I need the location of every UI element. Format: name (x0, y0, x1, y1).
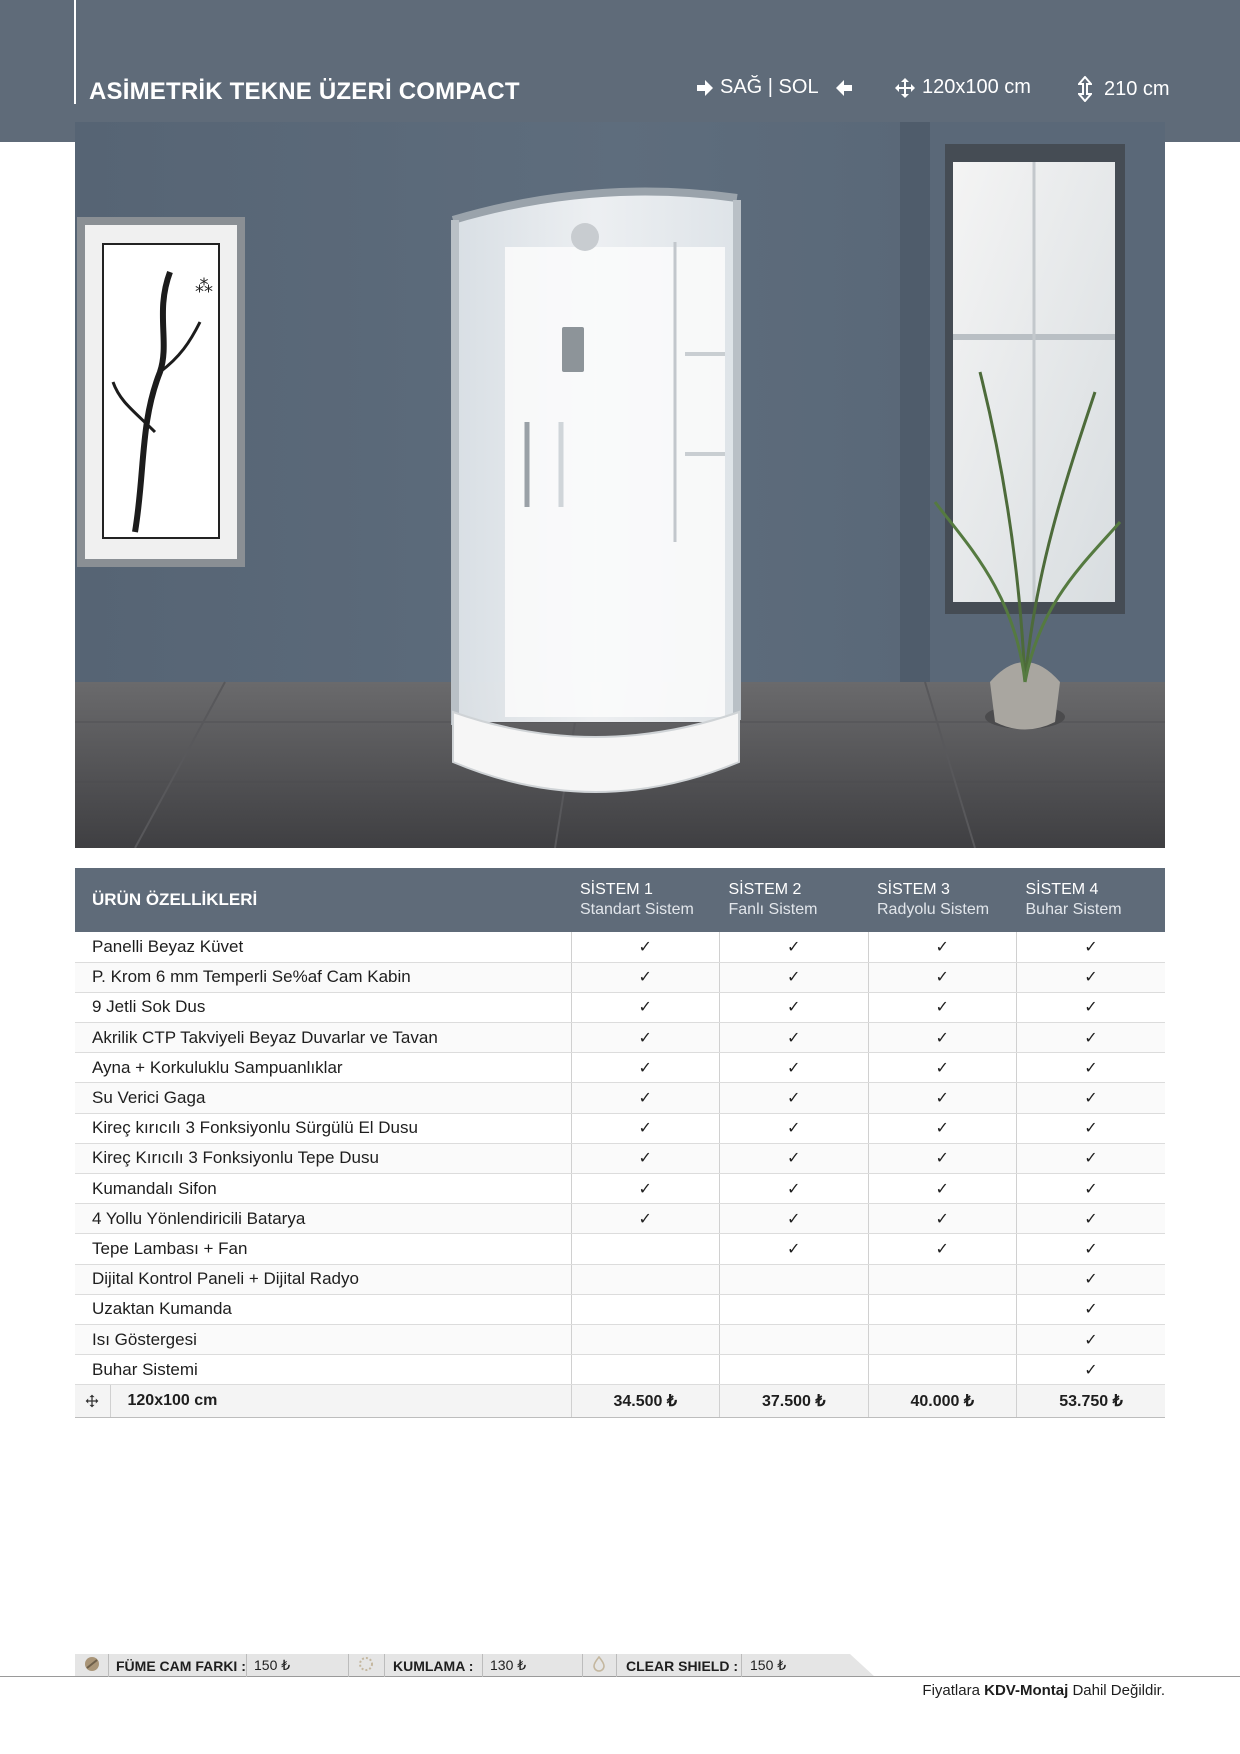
empty-cell (720, 1264, 869, 1294)
empty-cell (868, 1264, 1017, 1294)
check-mark-icon: ✓ (868, 1053, 1017, 1083)
check-mark-icon: ✓ (868, 1083, 1017, 1113)
feature-name: 4 Yollu Yönlendiricili Batarya (75, 1204, 571, 1234)
feature-column-header: ÜRÜN ÖZELLİKLERİ (75, 868, 571, 932)
check-mark-icon: ✓ (868, 1174, 1017, 1204)
empty-cell (571, 1264, 720, 1294)
price-cell: 34.500 ₺ (571, 1385, 720, 1418)
option-divider (616, 1654, 617, 1677)
fume-glass-price: 150 ₺ (254, 1657, 291, 1673)
price-row (75, 1385, 1165, 1418)
table-row (75, 1053, 1165, 1083)
feature-name: Tepe Lambası + Fan (75, 1234, 571, 1264)
feature-name: Kireç kırıcılı 3 Fonksiyonlu Sürgülü El Dusu (75, 1113, 571, 1143)
option-divider (582, 1654, 583, 1677)
check-mark-icon: ✓ (1017, 1083, 1166, 1113)
option-divider (384, 1654, 385, 1677)
check-mark-icon: ✓ (868, 1113, 1017, 1143)
size-label: 120x100 cm (922, 76, 1031, 98)
table-row (75, 1083, 1165, 1113)
check-mark-icon: ✓ (571, 1113, 720, 1143)
move-arrows-icon (894, 77, 916, 99)
clear-shield-price: 150 ₺ (750, 1657, 787, 1673)
water-drop-icon (592, 1656, 606, 1675)
check-mark-icon: ✓ (1017, 1023, 1166, 1053)
check-mark-icon: ✓ (1017, 1355, 1166, 1385)
arrow-left-icon (835, 79, 853, 97)
table-row (75, 962, 1165, 992)
check-mark-icon: ✓ (571, 1174, 720, 1204)
fume-glass-label: FÜME CAM FARKI : (116, 1657, 246, 1674)
fume-glass-icon (84, 1656, 100, 1675)
check-mark-icon: ✓ (571, 1023, 720, 1053)
check-mark-icon: ✓ (720, 1083, 869, 1113)
table-row (75, 992, 1165, 1022)
footer-note (922, 1682, 1165, 1699)
check-mark-icon: ✓ (1017, 992, 1166, 1022)
check-mark-icon: ✓ (868, 1143, 1017, 1173)
table-row (75, 1264, 1165, 1294)
system-header: SİSTEM 1 Standart Sistem (571, 868, 720, 932)
clear-shield-label: CLEAR SHIELD : (626, 1657, 738, 1674)
check-mark-icon: ✓ (1017, 1053, 1166, 1083)
footer-suffix: Dahil Değildir. (1068, 1682, 1165, 1699)
feature-name: P. Krom 6 mm Temperli Se%af Cam Kabin (75, 962, 571, 992)
feature-name: Uzaktan Kumanda (75, 1294, 571, 1324)
feature-name: Isı Göstergesi (75, 1324, 571, 1354)
arrow-right-icon (696, 79, 714, 97)
check-mark-icon: ✓ (1017, 962, 1166, 992)
check-mark-icon: ✓ (1017, 1294, 1166, 1324)
check-mark-icon: ✓ (720, 1204, 869, 1234)
check-mark-icon: ✓ (868, 932, 1017, 962)
footer-prefix: Fiyatlara (922, 1682, 985, 1699)
height-label: 210 cm (1104, 77, 1170, 100)
option-divider (108, 1654, 109, 1677)
system-header: SİSTEM 2 Fanlı Sistem (720, 868, 869, 932)
empty-cell (720, 1355, 869, 1385)
feature-name: Kumandalı Sifon (75, 1174, 571, 1204)
check-mark-icon: ✓ (720, 992, 869, 1022)
product-title: ASİMETRİK TEKNE ÜZERİ COMPACT (89, 78, 520, 105)
feature-name: Buhar Sistemi (75, 1355, 571, 1385)
orientation-label: SAĞ | SOL (720, 76, 819, 98)
check-mark-icon: ✓ (720, 1143, 869, 1173)
check-mark-icon: ✓ (868, 962, 1017, 992)
table-row (75, 1113, 1165, 1143)
table-row (75, 1143, 1165, 1173)
height-spec (1078, 76, 1170, 102)
clear-shield-option (592, 1654, 606, 1677)
product-photo (75, 122, 1165, 848)
header-divider (74, 0, 76, 104)
table-row (75, 1174, 1165, 1204)
empty-cell (571, 1294, 720, 1324)
feature-name: Dijital Kontrol Paneli + Dijital Radyo (75, 1264, 571, 1294)
check-mark-icon: ✓ (571, 1143, 720, 1173)
orientation-spec (696, 76, 853, 99)
check-mark-icon: ✓ (1017, 1264, 1166, 1294)
check-mark-icon: ✓ (1017, 1204, 1166, 1234)
system-header: SİSTEM 4 Buhar Sistem (1017, 868, 1166, 932)
check-mark-icon: ✓ (1017, 932, 1166, 962)
feature-name: Ayna + Korkuluklu Sampuanlıklar (75, 1053, 571, 1083)
check-mark-icon: ✓ (1017, 1113, 1166, 1143)
check-mark-icon: ✓ (571, 1053, 720, 1083)
check-mark-icon: ✓ (1017, 1234, 1166, 1264)
feature-name: Su Verici Gaga (75, 1083, 571, 1113)
table-row (75, 1294, 1165, 1324)
check-mark-icon: ✓ (571, 1083, 720, 1113)
kumlama-price: 130 ₺ (490, 1657, 527, 1673)
size-spec (894, 76, 1031, 99)
system-header: SİSTEM 3 Radyolu Sistem (868, 868, 1017, 932)
table-row (75, 932, 1165, 962)
check-mark-icon: ✓ (571, 992, 720, 1022)
check-mark-icon: ✓ (868, 1204, 1017, 1234)
empty-cell (571, 1324, 720, 1354)
feature-name: Akrilik CTP Takviyeli Beyaz Duvarlar ve Tavan (75, 1023, 571, 1053)
check-mark-icon: ✓ (720, 1053, 869, 1083)
feature-name: Panelli Beyaz Küvet (75, 932, 571, 962)
table-row (75, 1204, 1165, 1234)
check-mark-icon: ✓ (571, 962, 720, 992)
table-row (75, 1355, 1165, 1385)
header-band (0, 0, 1240, 142)
price-size-label: 120x100 cm (110, 1385, 571, 1418)
feature-name: Kireç Kırıcılı 3 Fonksiyonlu Tepe Dusu (75, 1143, 571, 1173)
size-arrows-icon (75, 1385, 110, 1418)
option-divider (482, 1654, 483, 1677)
kumlama-option (358, 1654, 374, 1677)
features-table (75, 868, 1165, 1418)
empty-cell (868, 1324, 1017, 1354)
check-mark-icon: ✓ (571, 932, 720, 962)
svg-text:⁂: ⁂ (195, 276, 213, 296)
empty-cell (720, 1294, 869, 1324)
feature-name: 9 Jetli Sok Dus (75, 992, 571, 1022)
price-cell: 40.000 ₺ (868, 1385, 1017, 1418)
option-divider (741, 1654, 742, 1677)
check-mark-icon: ✓ (720, 1174, 869, 1204)
empty-cell (720, 1324, 869, 1354)
check-mark-icon: ✓ (1017, 1324, 1166, 1354)
check-mark-icon: ✓ (720, 962, 869, 992)
check-mark-icon: ✓ (868, 1023, 1017, 1053)
option-divider (246, 1654, 247, 1677)
check-mark-icon: ✓ (1017, 1174, 1166, 1204)
price-cell: 53.750 ₺ (1017, 1385, 1166, 1418)
check-mark-icon: ✓ (720, 1234, 869, 1264)
option-divider (348, 1654, 349, 1677)
empty-cell (868, 1355, 1017, 1385)
price-cell: 37.500 ₺ (720, 1385, 869, 1418)
check-mark-icon: ✓ (720, 932, 869, 962)
empty-cell (571, 1355, 720, 1385)
empty-cell (868, 1294, 1017, 1324)
check-mark-icon: ✓ (868, 992, 1017, 1022)
check-mark-icon: ✓ (1017, 1143, 1166, 1173)
check-mark-icon: ✓ (868, 1234, 1017, 1264)
sandblast-icon (358, 1656, 374, 1675)
empty-cell (571, 1234, 720, 1264)
table-header-row (75, 868, 1165, 932)
height-arrow-icon (1078, 76, 1092, 102)
check-mark-icon: ✓ (571, 1204, 720, 1234)
check-mark-icon: ✓ (720, 1023, 869, 1053)
table-row (75, 1234, 1165, 1264)
footer-strong: KDV-Montaj (984, 1682, 1069, 1699)
fume-glass-option (84, 1654, 100, 1677)
table-row (75, 1023, 1165, 1053)
table-row (75, 1324, 1165, 1354)
check-mark-icon: ✓ (720, 1113, 869, 1143)
kumlama-label: KUMLAMA : (393, 1657, 474, 1674)
